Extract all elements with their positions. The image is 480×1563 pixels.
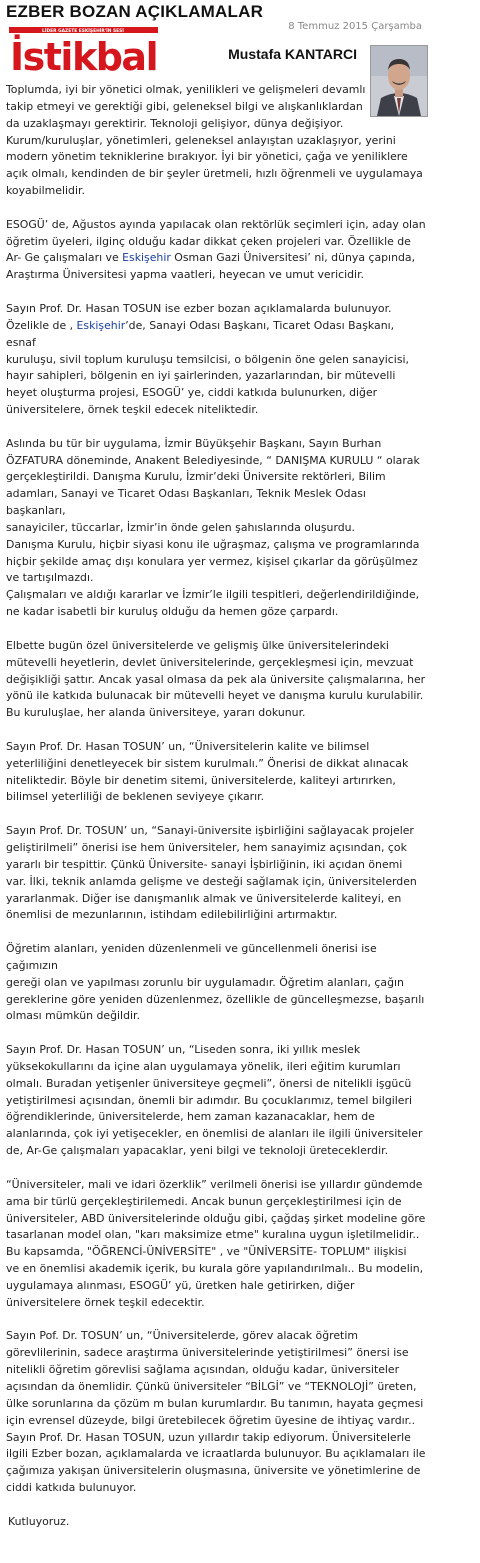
- paragraph-line: tasarlanan model olan, "karı maksimize etme" kuralına uygun işletilmelidir..: [6, 1228, 420, 1242]
- paragraph-line: Kurum/kuruluşlar, yönetimleri, geleneksel anlayıştan uzaklaşıyor, yerini: [6, 133, 396, 147]
- paragraph-line: ülke sorunlarına da çözüm m bulan kurumlardır. Bu tanımın, hayata geçmesi: [6, 1396, 424, 1410]
- paragraph-line: Sayın Prof. Dr. Hasan TOSUN’ un, “Liseden sonra, iki yıllık meslek: [6, 1043, 361, 1057]
- paragraph-line: koyabilmelidir.: [6, 184, 85, 198]
- article-paragraph: [6, 217, 426, 284]
- paragraph-line: Ar- Ge çalışmaları ve Eskişehir Osman Gazi Üniversitesi’ ni, dünya çapında,: [6, 251, 416, 265]
- paragraph-line: yeterliliğini denetleyecek bir sistem kurulmalı.” Önerisi de dikkat alınacak: [6, 756, 409, 770]
- paragraph-line: ilgili Ezber bozan, açıklamalarda ve icraatlarda bulunuyor. Bu açıklamaları ile: [6, 1447, 426, 1461]
- article-title: EZBER BOZAN AÇIKLAMALAR: [6, 2, 264, 21]
- paragraph-line: heyet oluşturma projesi, ESOGÜ’ ye, ciddi katkıda bulunurken, diğer: [6, 386, 378, 400]
- paragraph-line: hiçbir şekilde amaç dışı konulara yer vermez, kişisel çıkarlar da görüşülmez: [6, 554, 418, 568]
- paragraph-line: adamları, Sanayi ve Ticaret Odası Başkanları, Teknik Meslek Odası başkanları,: [6, 487, 366, 518]
- paragraph-line: açısından da önemlidir. Çünkü üniversiteler “BİLGİ” ve “TEKNOLOJİ” üreten,: [6, 1379, 417, 1393]
- istikbal-logo-icon: [9, 27, 158, 73]
- paragraph-line: ve en önemlisi akademik içerik, bu kurala göre yapılandırılmalı.. Bu modelin,: [6, 1262, 424, 1276]
- paragraph-line: öğrendiklerinde, üniversitelerde, hem zaman kazanacaklar, hem de: [6, 1110, 375, 1124]
- article-date: 8 Temmuz 2015 Çarşamba: [288, 21, 422, 32]
- paragraph-line: yetiştirilmesi açısından, önemli bir adımdır. Bu çocuklarımız, temel bilgileri: [6, 1093, 412, 1107]
- paragraph-line: ciddi katkıda bulunuyor.: [6, 1481, 137, 1495]
- paragraph-line: değişikliği şattır. Ancak yasal olmasa da pek ala üniversite çalışmalarına, her: [6, 672, 426, 686]
- paragraph-line: Toplumda, iyi bir yönetici olmak, yenilikleri ve gelişmeleri devamlı: [6, 83, 366, 96]
- paragraph-line: yüksekokullarını da içine alan uygulamaya yönelik, ileri eğitim kurumları: [6, 1059, 401, 1073]
- paragraph-line: için evrensel düzeyde, bilgi üretebilecek öğretim üyesine de ihtiyaç vardır..: [6, 1413, 416, 1427]
- paragraph-line: var. İlki, teknik anlamda gelişme ve desteği sağlamak için, üniversitelerden: [6, 874, 417, 888]
- newspaper-logo[interactable]: [9, 27, 158, 73]
- article-paragraph: [6, 436, 426, 621]
- paragraph-line: açık olmalı, kendinden de bir şeyler üretmeli, hızlı öğrenmeli ve uygulamaya: [6, 167, 423, 181]
- city-link[interactable]: Eskişehir: [76, 318, 126, 332]
- paragraph-line: de, Ar-Ge çalışmaları yapacaklar, yeni bilgi ve teknoloji üreteceklerdir.: [6, 1144, 389, 1158]
- paragraph-line: Bu kapsamda, "ÖĞRENCİ-ÜNİVERSİTE" , ve "ÜNİVERSİTE- TOPLUM" ilişkisi: [6, 1245, 407, 1259]
- paragraph-line: Öğretim alanları, yeniden düzenlenmeli ve güncellenmeli önerisi ise çağımızın: [6, 942, 377, 972]
- paragraph-line: alanlarında, çok iyi yetişecekler, en önemlisi de alanları ile ilgili üniversiteler: [6, 1127, 423, 1141]
- city-link[interactable]: Eskişehir: [122, 251, 171, 265]
- article-paragraph: [6, 82, 426, 200]
- paragraph-line: üniversitelere, örnek teşkil edecek niteliktedir.: [6, 403, 259, 417]
- paragraph-line: üniversitelere örnek teşkil edecektir.: [6, 1295, 205, 1309]
- paragraph-line: ve tartışılmazdı.: [6, 571, 94, 585]
- paragraph-line: gereklerine göre yeniden düzenlenmez, özellikle de güncelleşmezse, başarılı: [6, 992, 425, 1006]
- paragraph-line: Sayın Prof. Dr. Hasan TOSUN’ un, “Üniversitelerin kalite ve bilimsel: [6, 739, 370, 753]
- paragraph-line: “Üniversiteler, mali ve idari özerklik” verilmeli önerisi ise yıllardır gündemde: [6, 1177, 423, 1191]
- paragraph-line: Elbette bugün özel üniversitelerde ve gelişmiş ülke üniversitelerindeki: [6, 638, 389, 652]
- paragraph-line: çağımıza yakışan üniversitelerin oluşmasına, üniversite ve yönetimlerine de: [6, 1464, 421, 1478]
- paragraph-line: geliştirilmeli” önerisi ise hem üniversiteler, hem sanayimiz açısından, çok: [6, 840, 407, 854]
- paragraph-line: mütevelli heyetlerin, devlet üniversitelerinde, gerçekleşmesi için, mevzuat: [6, 655, 414, 669]
- paragraph-line: yararlanmak. Diğer ise danışmanlık almak ve üniversitelerde kaliteyi, en: [6, 891, 402, 905]
- paragraph-line: Sayın Prof. Dr. TOSUN’ un, “Sanayi-üniversite işbirliğini sağlayacak projeler: [6, 824, 414, 838]
- logo-tagline: LİDER GAZETE ESKİŞEHİR'İN SESİ: [42, 29, 124, 34]
- paragraph-line: sanayiciler, tüccarlar, İzmir’in önde gelen şahıslarında oluşurdu.: [6, 520, 356, 534]
- logo-wordmark: İstikbal: [10, 35, 158, 73]
- article-paragraph: [6, 823, 426, 924]
- article-paragraph: [6, 1328, 426, 1496]
- paragraph-line: Özelikle de , Eskişehir’de, Sanayi Odası Başkanı, Ticaret Odası Başkanı, esnaf: [6, 318, 395, 349]
- paragraph-line: da uzaklaşmayı gerektirir. Teknoloji gelişiyor, dünya değişiyor.: [6, 116, 344, 130]
- article-paragraph: [6, 941, 426, 1025]
- paragraph-line: ama bir türlü gerçekleştirilemedi. Ancak bunun gerçekleştirilmesi için de: [6, 1194, 402, 1208]
- paragraph-line: Sayın Prof. Dr. Hasan TOSUN, uzun yıllardır takip ediyorum. Üniversitelerle: [6, 1430, 411, 1444]
- paragraph-line: öğretim üyeleri, ilginç olduğu kadar dikkat çeken projeleri var. Özellikle de: [6, 234, 411, 248]
- paragraph-line: gereği olan ve yapılması zorunlu bir uygulamadır. Öğretim alanları, çağın: [6, 975, 404, 989]
- paragraph-line: niteliktedir. Böyle bir denetim sitemi, üniversitelerde, kaliteyi artırırken,: [6, 773, 396, 787]
- paragraph-line: görevlilerinin, sadece araştırma üniversitelerinde yetiştirilmesi” önersi ise: [6, 1346, 409, 1360]
- closing-text: Kutluyoruz.: [8, 1514, 70, 1528]
- paragraph-line: Sayın Prof. Dr. Hasan TOSUN ise ezber bozan açıklamalarda bulunuyor.: [6, 301, 392, 315]
- paragraph-line: Danışma Kurulu, hiçbir siyasi konu ile uğraşmaz, çalışma ve programlarında: [6, 537, 420, 551]
- paragraph-line: yararlı bir tespittir. Çünkü Üniversite- sanayi İşbirliğinin, iki açıdan önemi: [6, 857, 403, 871]
- author-name: Mustafa KANTARCI: [228, 46, 357, 62]
- paragraph-line: bilimsel yeterliliği de beklenen seviyeye çıkarır.: [6, 790, 265, 804]
- article-paragraph: [6, 301, 426, 419]
- paragraph-line: gerçekleştirildi. Danışma Kurulu, İzmir’deki Üniversite rektörleri, Bilim: [6, 470, 386, 484]
- paragraph-line: olmalı. Buradan yetişenler üniversiteye geçmeli”, önersi de nitelikli işgücü: [6, 1076, 412, 1090]
- paragraph-line: Aslında bu tür bir uygulama, İzmir Büyükşehir Başkanı, Sayın Burhan: [6, 436, 382, 450]
- paragraph-line: ÖZFATURA döneminde, Anakent Belediyesinde, “ DANIŞMA KURULU “ olarak: [6, 453, 420, 467]
- article-paragraph: [6, 1042, 426, 1160]
- paragraph-line: Bu kuruluşlae, her alanda üniversiteye, yararı dokunur.: [6, 706, 306, 720]
- paragraph-line: takip etmeyi ve gerektiği gibi, geleneksel bilgi ve alışkanlıklardan: [6, 99, 363, 113]
- paragraph-line: Araştırma Üniversitesi yapma vaatleri, heyecan ve umut vericidir.: [6, 268, 365, 282]
- paragraph-line: ESOGÜ’ de, Ağustos ayında yapılacak olan rektörlük seçimleri için, aday olan: [6, 217, 426, 231]
- paragraph-line: uygulamaya alınması, ESOGÜ’ yü, üretken hale getirirken, diğer: [6, 1278, 355, 1292]
- paragraph-line: yönü ile katkıda bulunacak bir mütevelli heyet ve danışma kurulu kurulabilir.: [6, 689, 424, 703]
- paragraph-line: olması mümkün değildir.: [6, 1009, 140, 1023]
- paragraph-line: Sayın Pof. Dr. TOSUN’ un, “Üniversitelerde, görev alacak öğretim: [6, 1329, 358, 1343]
- paragraph-line: kuruluşu, sivil toplum kuruluşu temsilcisi, o bölgenin öne gelen sanayicisi,: [6, 352, 409, 366]
- article-body: [6, 82, 426, 1531]
- paragraph-line: nitelikli öğretim görevlisi sağlama açısından, olduğu kadar, üniversiteler: [6, 1363, 400, 1377]
- paragraph-line: üniversiteler, ABD üniversitelerinde olduğu gibi, çağdaş şirket modeline göre: [6, 1211, 426, 1225]
- paragraph-line: hayır sahipleri, bölgenin en iyi şairlerinden, yazarlarından, bir mütevelli: [6, 369, 396, 383]
- paragraph-line: önemlisi de mezunlarının, istihdam edilebilirliğini artırmaktır.: [6, 908, 338, 922]
- article-paragraph: [6, 739, 426, 806]
- article-paragraph: [6, 638, 426, 722]
- paragraph-line: modern yönetim tekniklerine bırakıyor. İyi bir yönetici, çağa ve yeniliklere: [6, 150, 408, 164]
- article-paragraph: [6, 1177, 426, 1312]
- paragraph-line: Çalışmaları ve aldığı kararlar ve İzmir’le ilgili tespitleri, değerlendirildiğinde,: [6, 588, 420, 602]
- paragraph-line: ne kadar isabetli bir kuruluş olduğu da hemen göze çarpardı.: [6, 605, 339, 619]
